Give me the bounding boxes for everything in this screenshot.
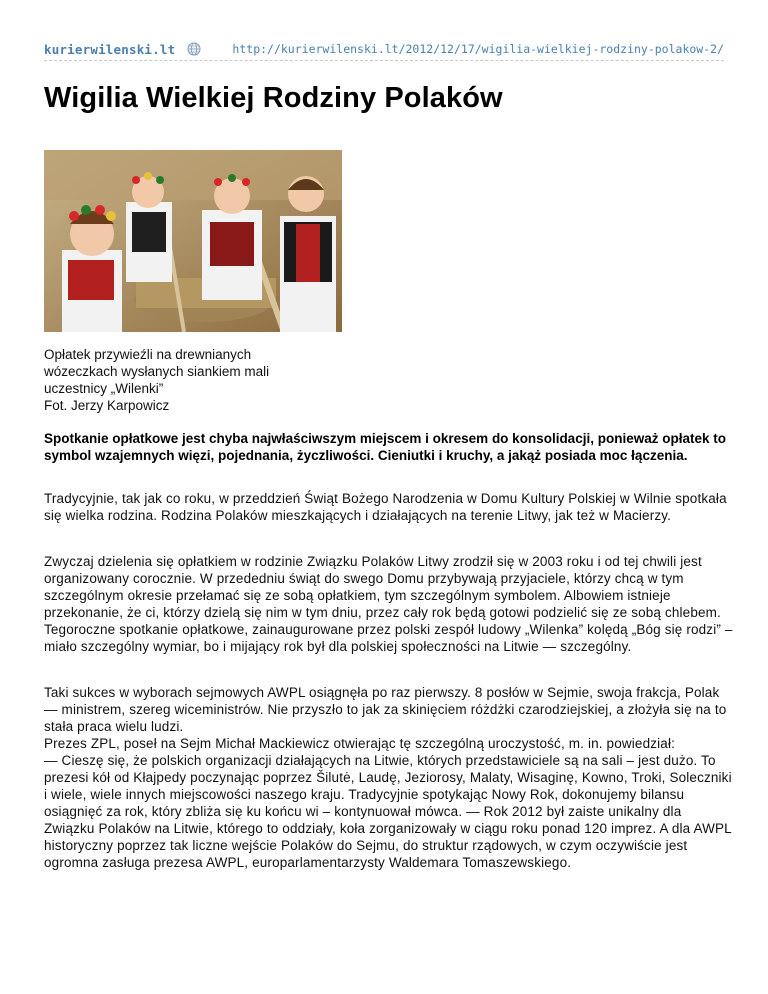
caption-line: wózeczkach wysłanych siankiem mali <box>44 364 270 379</box>
article-lead: Spotkanie opłatkowe jest chyba najwłaściwszym miejscem i okresem do konsolidacji, ponieważ opłatek to symbol wzajemnych więzi, pojednania, życzliwości. Cieniutki i kruchy, a jakąż posiada moc łączenia. <box>44 431 726 463</box>
article-url-link[interactable]: http://kurierwilenski.lt/2012/12/17/wigilia-wielkiej-rodziny-polakow-2/ <box>232 42 724 56</box>
caption-line: Opłatek przywieźli na drewnianych <box>44 347 252 362</box>
page-header <box>44 36 724 62</box>
paragraph-segment: Taki sukces w wyborach sejmowych AWPL osiągnęła po raz pierwszy. 8 posłów w Sejmie, swoja frakcja, Polak — ministrem, szereg wiceministrów. Nie przyszło to jak za skinięciem różdżki czarodziejskiej, a złożyła się na to stała praca wielu ludzi. <box>44 685 727 734</box>
paragraph-segment: — Cieszę się, że polskich organizacji działających na Litwie, których przedstawiciele są na sali – jest dużo. To prezesi kół od Kłajpedy poczynając poprzez Šilutė, Laudę, Jeziorosy, Malaty, Wisaginę, Kowno, Troki, Soleczniki i wiele, wiele innych miejscowości naszego kraju. Tradycyjnie spotykając Nowy Rok, dokonujemy bilansu osiągnięć za rok, który zbliża się ku końcu wi – kontynuował mówca. — Rok 2012 był zaiste unikalny dla Związku Polaków na Litwie, którego to oddziały, koła zorganizowały w ciągu roku ponad 120 imprez. A dla AWPL historyczny poprzez tak liczne wejście Polaków do Sejmu, do struktur rządowych, w czym oczywiście jest ogromna zasługa prezesa AWPL, europarlamentarzysty Waldemara Tomaszewskiego. <box>44 753 732 870</box>
children-with-carts-photo <box>44 150 342 332</box>
article-title: Wigilia Wielkiej Rodziny Polaków <box>44 82 503 114</box>
caption-line: uczestnicy „Wilenki” <box>44 381 164 396</box>
photo-caption <box>44 346 344 414</box>
article-paragraph: Zwyczaj dzielenia się opłatkiem w rodzinie Związku Polaków Litwy zrodził się w 2003 roku i od tej chwili jest organizowany corocznie. W przededniu świąt do swego Domu przybywają przyjaciele, którzy chcą w tym szczególnym okresie przełamać się ze sobą opłatkiem, tym szczególnym symbolem. Albowiem istnieje przekonanie, że ci, którzy dzielą się nim w tym dniu, przez cały rok będą gotowi podzielić się ze sobą chlebem. Tegoroczne spotkanie opłatkowe, zainaugurowane przez polski zespół ludowy „Wilenka” kolędą „Bóg się rodzi” – miało szczególny wymiar, bo i mijający rok był dla polskiej społeczności na Litwie — szczególny. <box>44 554 733 654</box>
header-divider <box>44 60 724 61</box>
article-paragraph <box>44 684 734 871</box>
caption-line: Fot. Jerzy Karpowicz <box>44 398 170 413</box>
globe-icon <box>187 42 201 56</box>
site-name-link[interactable]: kurierwilenski.lt <box>44 41 176 57</box>
paragraph-segment: Prezes ZPL, poseł na Sejm Michał Mackiewicz otwierając tę szczególną uroczystość, m. in. powiedział: <box>44 736 675 751</box>
article-paragraph: Tradycyjnie, tak jak co roku, w przeddzień Świąt Bożego Narodzenia w Domu Kultury Polskiej w Wilnie spotkała się wielka rodzina. Rodzina Polaków mieszkających i działających na terenie Litwy, jak też w Macierzy. <box>44 491 727 523</box>
